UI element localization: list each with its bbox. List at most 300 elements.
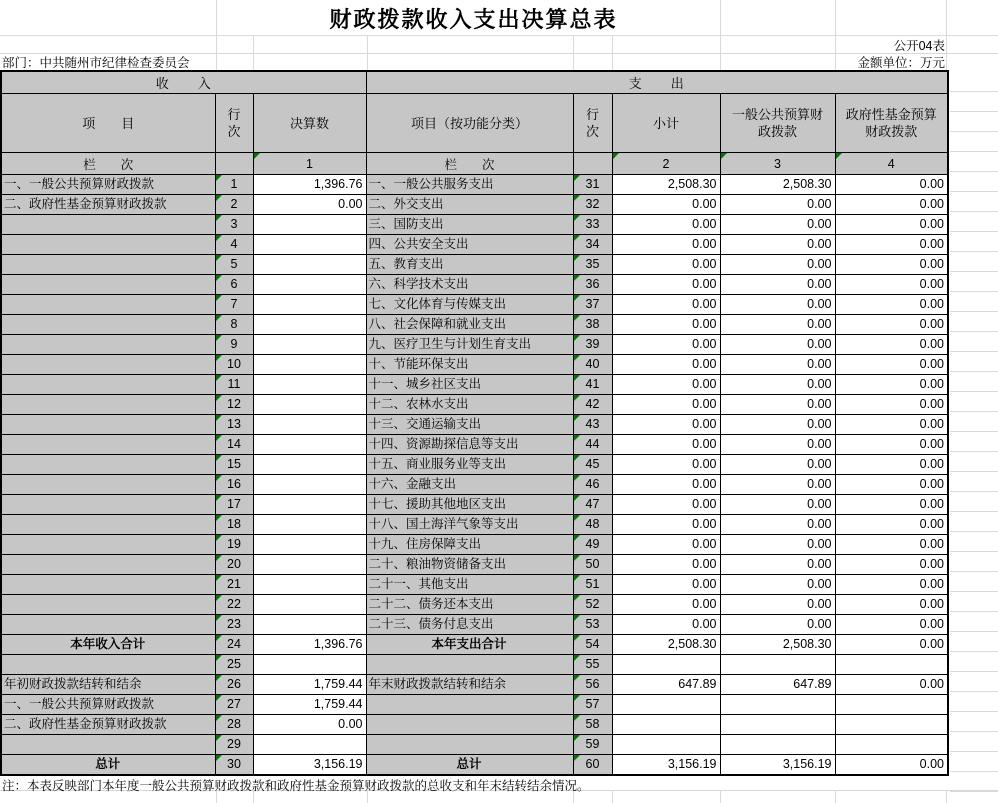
cell-income-rowno[interactable]: 3 bbox=[215, 215, 253, 235]
cell-expense-rowno[interactable]: 39 bbox=[573, 335, 612, 355]
cell-expense-item[interactable]: 本年支出合计 bbox=[366, 635, 573, 655]
cell-expense-rowno[interactable]: 60 bbox=[573, 755, 612, 776]
cell-expense-item[interactable]: 年末财政拨款结转和结余 bbox=[366, 675, 573, 695]
cell-income-rowno[interactable]: 27 bbox=[215, 695, 253, 715]
cell-income-rowno[interactable]: 9 bbox=[215, 335, 253, 355]
cell-income-rowno[interactable]: 6 bbox=[215, 275, 253, 295]
lanci-income-rowno-blank[interactable] bbox=[215, 153, 253, 175]
cell-income-rowno[interactable]: 5 bbox=[215, 255, 253, 275]
cell-general-value[interactable]: 647.89 bbox=[720, 675, 835, 695]
table-note: 注：本表反映部门本年度一般公共预算财政拨款和政府性基金预算财政拨款的总收支和年末结转结余情况。 bbox=[2, 779, 590, 793]
cell-income-item[interactable] bbox=[1, 475, 215, 495]
cell-income-rowno[interactable]: 28 bbox=[215, 715, 253, 735]
gridline bbox=[253, 35, 254, 70]
table-row bbox=[1, 315, 948, 335]
cell-income-item[interactable] bbox=[1, 295, 215, 315]
table-row bbox=[1, 535, 948, 555]
cell-income-rowno[interactable]: 4 bbox=[215, 235, 253, 255]
cell-income-item[interactable] bbox=[1, 435, 215, 455]
cell-expense-rowno[interactable]: 52 bbox=[573, 595, 612, 615]
cell-fund-value[interactable]: 0.00 bbox=[835, 495, 948, 515]
cell-expense-rowno[interactable]: 33 bbox=[573, 215, 612, 235]
cell-expense-item[interactable]: 二十一、其他支出 bbox=[366, 575, 573, 595]
cell-fund-value[interactable]: 0.00 bbox=[835, 475, 948, 495]
cell-expense-item[interactable]: 十六、金融支出 bbox=[366, 475, 573, 495]
cell-expense-item[interactable]: 十八、国土海洋气象等支出 bbox=[366, 515, 573, 535]
cell-income-item[interactable]: 一、一般公共预算财政拨款 bbox=[1, 175, 215, 195]
cell-subtotal-value[interactable]: 3,156.19 bbox=[612, 755, 720, 776]
cell-income-rowno[interactable]: 10 bbox=[215, 355, 253, 375]
cell-income-item[interactable]: 二、政府性基金预算财政拨款 bbox=[1, 715, 215, 735]
col-header-income-item[interactable]: 项 目 bbox=[1, 94, 215, 153]
lanci-income-label[interactable]: 栏 次 bbox=[1, 153, 215, 175]
right-margin-gridlines bbox=[950, 72, 998, 798]
cell-subtotal-value[interactable]: 0.00 bbox=[612, 315, 720, 335]
cell-fund-value[interactable] bbox=[835, 655, 948, 675]
cell-general-value[interactable] bbox=[720, 655, 835, 675]
cell-income-value[interactable] bbox=[253, 655, 366, 675]
cell-expense-item[interactable]: 七、文化体育与传媒支出 bbox=[366, 295, 573, 315]
lanci-col-3[interactable]: 3 bbox=[720, 153, 835, 175]
cell-expense-item[interactable]: 二十、粮油物资储备支出 bbox=[366, 555, 573, 575]
cell-subtotal-value[interactable] bbox=[612, 695, 720, 715]
gridline bbox=[573, 35, 574, 70]
cell-income-value[interactable]: 1,396.76 bbox=[253, 635, 366, 655]
lanci-col-2[interactable]: 2 bbox=[612, 153, 720, 175]
table-row bbox=[1, 175, 948, 195]
cell-income-item[interactable] bbox=[1, 375, 215, 395]
cell-income-item[interactable] bbox=[1, 615, 215, 635]
cell-expense-rowno[interactable]: 43 bbox=[573, 415, 612, 435]
cell-expense-item[interactable]: 十三、交通运输支出 bbox=[366, 415, 573, 435]
cell-income-value[interactable] bbox=[253, 475, 366, 495]
cell-general-value[interactable]: 0.00 bbox=[720, 375, 835, 395]
cell-fund-value[interactable]: 0.00 bbox=[835, 615, 948, 635]
cell-income-value[interactable] bbox=[253, 595, 366, 615]
cell-income-item[interactable]: 本年收入合计 bbox=[1, 635, 215, 655]
cell-income-value[interactable] bbox=[253, 735, 366, 755]
cell-general-value[interactable]: 0.00 bbox=[720, 515, 835, 535]
cell-income-item[interactable] bbox=[1, 515, 215, 535]
cell-subtotal-value[interactable]: 0.00 bbox=[612, 415, 720, 435]
cell-expense-rowno[interactable]: 42 bbox=[573, 395, 612, 415]
cell-income-item[interactable] bbox=[1, 395, 215, 415]
cell-expense-rowno[interactable]: 37 bbox=[573, 295, 612, 315]
table-row bbox=[1, 655, 948, 675]
cell-income-item[interactable] bbox=[1, 215, 215, 235]
gridline bbox=[367, 35, 368, 70]
cell-income-item[interactable] bbox=[1, 315, 215, 335]
col-header-income-rowno[interactable]: 行次 bbox=[215, 94, 253, 153]
table-row bbox=[1, 295, 948, 315]
cell-income-rowno[interactable]: 16 bbox=[215, 475, 253, 495]
cell-income-rowno[interactable]: 11 bbox=[215, 375, 253, 395]
cell-income-rowno[interactable]: 25 bbox=[215, 655, 253, 675]
cell-income-value[interactable] bbox=[253, 395, 366, 415]
col-header-general-budget[interactable]: 一般公共预算财政拨款 bbox=[720, 94, 835, 153]
cell-income-rowno[interactable]: 14 bbox=[215, 435, 253, 455]
cell-subtotal-value[interactable]: 0.00 bbox=[612, 515, 720, 535]
gridline bbox=[612, 35, 613, 70]
cell-expense-rowno[interactable]: 51 bbox=[573, 575, 612, 595]
cell-fund-value[interactable]: 0.00 bbox=[835, 595, 948, 615]
cell-income-item[interactable] bbox=[1, 495, 215, 515]
cell-income-item[interactable] bbox=[1, 355, 215, 375]
table-row bbox=[1, 395, 948, 415]
cell-income-item[interactable]: 二、政府性基金预算财政拨款 bbox=[1, 195, 215, 215]
cell-subtotal-value[interactable]: 0.00 bbox=[612, 195, 720, 215]
cell-subtotal-value[interactable] bbox=[612, 655, 720, 675]
cell-expense-rowno[interactable]: 41 bbox=[573, 375, 612, 395]
cell-subtotal-value[interactable]: 0.00 bbox=[612, 235, 720, 255]
cell-expense-rowno[interactable]: 46 bbox=[573, 475, 612, 495]
gridline bbox=[835, 791, 836, 803]
lanci-expense-label[interactable]: 栏 次 bbox=[366, 153, 573, 175]
cell-expense-item[interactable] bbox=[366, 655, 573, 675]
table-row bbox=[1, 735, 948, 755]
cell-general-value[interactable]: 3,156.19 bbox=[720, 755, 835, 776]
table-row bbox=[1, 475, 948, 495]
cell-income-value[interactable] bbox=[253, 315, 366, 335]
cell-general-value[interactable] bbox=[720, 715, 835, 735]
cell-income-rowno[interactable]: 1 bbox=[215, 175, 253, 195]
cell-expense-rowno[interactable]: 45 bbox=[573, 455, 612, 475]
cell-income-rowno[interactable]: 15 bbox=[215, 455, 253, 475]
cell-subtotal-value[interactable]: 2,508.30 bbox=[612, 635, 720, 655]
cell-general-value[interactable]: 0.00 bbox=[720, 355, 835, 375]
cell-general-value[interactable]: 0.00 bbox=[720, 195, 835, 215]
cell-fund-value[interactable]: 0.00 bbox=[835, 255, 948, 275]
cell-fund-value[interactable]: 0.00 bbox=[835, 755, 948, 776]
table-row bbox=[1, 255, 948, 275]
cell-subtotal-value[interactable]: 0.00 bbox=[612, 335, 720, 355]
table-row bbox=[1, 695, 948, 715]
cell-income-value[interactable] bbox=[253, 335, 366, 355]
cell-income-value[interactable] bbox=[253, 455, 366, 475]
cell-income-value[interactable] bbox=[253, 435, 366, 455]
cell-expense-rowno[interactable]: 38 bbox=[573, 315, 612, 335]
cell-income-item[interactable] bbox=[1, 455, 215, 475]
sheet-number: 公开04表 bbox=[893, 39, 945, 53]
table-row bbox=[1, 575, 948, 595]
cell-subtotal-value[interactable] bbox=[612, 735, 720, 755]
cell-general-value[interactable]: 0.00 bbox=[720, 395, 835, 415]
cell-income-value[interactable] bbox=[253, 275, 366, 295]
table-row bbox=[1, 715, 948, 735]
cell-subtotal-value[interactable]: 0.00 bbox=[612, 555, 720, 575]
cell-fund-value[interactable]: 0.00 bbox=[835, 535, 948, 555]
cell-expense-rowno[interactable]: 47 bbox=[573, 495, 612, 515]
cell-subtotal-value[interactable]: 2,508.30 bbox=[612, 175, 720, 195]
cell-expense-item[interactable]: 十四、资源勘探信息等支出 bbox=[366, 435, 573, 455]
cell-subtotal-value[interactable]: 0.00 bbox=[612, 455, 720, 475]
cell-subtotal-value[interactable]: 0.00 bbox=[612, 275, 720, 295]
cell-general-value[interactable]: 0.00 bbox=[720, 555, 835, 575]
cell-income-value[interactable] bbox=[253, 575, 366, 595]
table-row bbox=[1, 515, 948, 535]
cell-subtotal-value[interactable]: 0.00 bbox=[612, 295, 720, 315]
col-header-gov-fund[interactable]: 政府性基金预算财政拨款 bbox=[835, 94, 948, 153]
expense-section-header[interactable]: 支 出 bbox=[366, 71, 948, 94]
cell-general-value[interactable]: 0.00 bbox=[720, 335, 835, 355]
cell-income-value[interactable] bbox=[253, 255, 366, 275]
cell-income-item[interactable] bbox=[1, 335, 215, 355]
cell-expense-rowno[interactable]: 58 bbox=[573, 715, 612, 735]
cell-income-rowno[interactable]: 7 bbox=[215, 295, 253, 315]
cell-income-value[interactable] bbox=[253, 415, 366, 435]
cell-expense-item[interactable]: 十九、住房保障支出 bbox=[366, 535, 573, 555]
cell-general-value[interactable]: 0.00 bbox=[720, 435, 835, 455]
cell-expense-rowno[interactable]: 59 bbox=[573, 735, 612, 755]
cell-income-value[interactable]: 1,396.76 bbox=[253, 175, 366, 195]
cell-fund-value[interactable]: 0.00 bbox=[835, 435, 948, 455]
cell-subtotal-value[interactable]: 0.00 bbox=[612, 475, 720, 495]
cell-general-value[interactable]: 2,508.30 bbox=[720, 175, 835, 195]
table-row bbox=[1, 595, 948, 615]
cell-fund-value[interactable]: 0.00 bbox=[835, 215, 948, 235]
cell-expense-item[interactable] bbox=[366, 735, 573, 755]
cell-income-item[interactable]: 年初财政拨款结转和结余 bbox=[1, 675, 215, 695]
lanci-col-4[interactable]: 4 bbox=[835, 153, 948, 175]
cell-income-value[interactable] bbox=[253, 535, 366, 555]
cell-subtotal-value[interactable]: 0.00 bbox=[612, 355, 720, 375]
cell-fund-value[interactable]: 0.00 bbox=[835, 635, 948, 655]
cell-general-value[interactable] bbox=[720, 735, 835, 755]
cell-subtotal-value[interactable]: 0.00 bbox=[612, 375, 720, 395]
cell-fund-value[interactable]: 0.00 bbox=[835, 675, 948, 695]
col-header-final-amount[interactable]: 决算数 bbox=[253, 94, 366, 153]
cell-fund-value[interactable]: 0.00 bbox=[835, 315, 948, 335]
cell-income-value[interactable] bbox=[253, 515, 366, 535]
cell-expense-item[interactable] bbox=[366, 715, 573, 735]
cell-expense-rowno[interactable]: 34 bbox=[573, 235, 612, 255]
cell-income-item[interactable] bbox=[1, 655, 215, 675]
cell-income-item[interactable] bbox=[1, 535, 215, 555]
cell-general-value[interactable]: 0.00 bbox=[720, 275, 835, 295]
table-row bbox=[1, 275, 948, 295]
cell-expense-item[interactable]: 一、一般公共服务支出 bbox=[366, 175, 573, 195]
cell-subtotal-value[interactable]: 0.00 bbox=[612, 215, 720, 235]
cell-income-value[interactable] bbox=[253, 355, 366, 375]
cell-income-rowno[interactable]: 8 bbox=[215, 315, 253, 335]
cell-general-value[interactable]: 0.00 bbox=[720, 575, 835, 595]
table-row bbox=[1, 215, 948, 235]
cell-income-rowno[interactable]: 29 bbox=[215, 735, 253, 755]
cell-general-value[interactable] bbox=[720, 695, 835, 715]
cell-fund-value[interactable]: 0.00 bbox=[835, 455, 948, 475]
cell-income-rowno[interactable]: 13 bbox=[215, 415, 253, 435]
column-header-row bbox=[1, 94, 948, 153]
cell-income-value[interactable] bbox=[253, 375, 366, 395]
cell-general-value[interactable]: 0.00 bbox=[720, 535, 835, 555]
cell-income-rowno[interactable]: 23 bbox=[215, 615, 253, 635]
table-row bbox=[1, 375, 948, 395]
cell-income-rowno[interactable]: 12 bbox=[215, 395, 253, 415]
cell-fund-value[interactable]: 0.00 bbox=[835, 575, 948, 595]
cell-expense-rowno[interactable]: 49 bbox=[573, 535, 612, 555]
cell-income-item[interactable] bbox=[1, 595, 215, 615]
cell-expense-rowno[interactable]: 50 bbox=[573, 555, 612, 575]
cell-expense-rowno[interactable]: 35 bbox=[573, 255, 612, 275]
table-row bbox=[1, 495, 948, 515]
cell-income-item[interactable] bbox=[1, 275, 215, 295]
col-header-expense-item[interactable]: 项目（按功能分类） bbox=[366, 94, 573, 153]
cell-income-item[interactable] bbox=[1, 575, 215, 595]
cell-subtotal-value[interactable]: 0.00 bbox=[612, 575, 720, 595]
cell-general-value[interactable]: 0.00 bbox=[720, 235, 835, 255]
table-row bbox=[1, 755, 948, 776]
cell-income-rowno[interactable]: 21 bbox=[215, 575, 253, 595]
cell-general-value[interactable]: 0.00 bbox=[720, 255, 835, 275]
cell-general-value[interactable]: 0.00 bbox=[720, 595, 835, 615]
cell-income-item[interactable]: 总计 bbox=[1, 755, 215, 776]
cell-fund-value[interactable]: 0.00 bbox=[835, 175, 948, 195]
cell-expense-rowno[interactable]: 54 bbox=[573, 635, 612, 655]
table-row bbox=[1, 195, 948, 215]
table-row bbox=[1, 415, 948, 435]
cell-income-item[interactable] bbox=[1, 415, 215, 435]
department-label: 部门：中共随州市纪律检查委员会 bbox=[2, 56, 190, 70]
cell-general-value[interactable]: 0.00 bbox=[720, 615, 835, 635]
cell-general-value[interactable]: 0.00 bbox=[720, 415, 835, 435]
cell-fund-value[interactable] bbox=[835, 715, 948, 735]
cell-general-value[interactable]: 0.00 bbox=[720, 295, 835, 315]
cell-expense-rowno[interactable]: 55 bbox=[573, 655, 612, 675]
cell-expense-rowno[interactable]: 53 bbox=[573, 615, 612, 635]
cell-expense-item[interactable]: 二、外交支出 bbox=[366, 195, 573, 215]
cell-expense-rowno[interactable]: 32 bbox=[573, 195, 612, 215]
cell-subtotal-value[interactable]: 0.00 bbox=[612, 395, 720, 415]
cell-expense-rowno[interactable]: 56 bbox=[573, 675, 612, 695]
cell-expense-item[interactable]: 二十三、债务付息支出 bbox=[366, 615, 573, 635]
gridline bbox=[720, 791, 721, 803]
cell-expense-item[interactable]: 六、科学技术支出 bbox=[366, 275, 573, 295]
cell-income-value[interactable]: 3,156.19 bbox=[253, 755, 366, 776]
cell-income-rowno[interactable]: 2 bbox=[215, 195, 253, 215]
col-header-expense-rowno[interactable]: 行次 bbox=[573, 94, 612, 153]
cell-fund-value[interactable]: 0.00 bbox=[835, 555, 948, 575]
table-row bbox=[1, 355, 948, 375]
cell-income-rowno[interactable]: 19 bbox=[215, 535, 253, 555]
cell-income-item[interactable] bbox=[1, 735, 215, 755]
cell-income-value[interactable] bbox=[253, 235, 366, 255]
cell-income-value[interactable]: 1,759.44 bbox=[253, 695, 366, 715]
cell-subtotal-value[interactable]: 647.89 bbox=[612, 675, 720, 695]
cell-income-rowno[interactable]: 22 bbox=[215, 595, 253, 615]
cell-income-rowno[interactable]: 18 bbox=[215, 515, 253, 535]
cell-income-value[interactable]: 1,759.44 bbox=[253, 675, 366, 695]
cell-income-rowno[interactable]: 30 bbox=[215, 755, 253, 776]
lanci-expense-rowno-blank[interactable] bbox=[573, 153, 612, 175]
cell-subtotal-value[interactable] bbox=[612, 715, 720, 735]
cell-fund-value[interactable]: 0.00 bbox=[835, 355, 948, 375]
cell-expense-item[interactable]: 五、教育支出 bbox=[366, 255, 573, 275]
cell-fund-value[interactable]: 0.00 bbox=[835, 515, 948, 535]
table-row bbox=[1, 435, 948, 455]
cell-expense-rowno[interactable]: 44 bbox=[573, 435, 612, 455]
cell-fund-value[interactable] bbox=[835, 695, 948, 715]
cell-expense-item[interactable]: 二十二、债务还本支出 bbox=[366, 595, 573, 615]
cell-expense-item[interactable]: 四、公共安全支出 bbox=[366, 235, 573, 255]
cell-expense-rowno[interactable]: 31 bbox=[573, 175, 612, 195]
cell-expense-item[interactable]: 十、节能环保支出 bbox=[366, 355, 573, 375]
cell-income-value[interactable] bbox=[253, 555, 366, 575]
cell-general-value[interactable]: 2,508.30 bbox=[720, 635, 835, 655]
cell-income-rowno[interactable]: 26 bbox=[215, 675, 253, 695]
cell-income-value[interactable]: 0.00 bbox=[253, 715, 366, 735]
cell-subtotal-value[interactable]: 0.00 bbox=[612, 255, 720, 275]
cell-income-rowno[interactable]: 20 bbox=[215, 555, 253, 575]
table-row bbox=[1, 555, 948, 575]
column-number-row bbox=[1, 153, 948, 175]
cell-expense-rowno[interactable]: 57 bbox=[573, 695, 612, 715]
cell-general-value[interactable]: 0.00 bbox=[720, 215, 835, 235]
cell-expense-rowno[interactable]: 48 bbox=[573, 515, 612, 535]
cell-income-item[interactable] bbox=[1, 555, 215, 575]
col-header-subtotal[interactable]: 小计 bbox=[612, 94, 720, 153]
cell-expense-item[interactable]: 十五、商业服务业等支出 bbox=[366, 455, 573, 475]
cell-expense-item[interactable]: 十七、援助其他地区支出 bbox=[366, 495, 573, 515]
cell-expense-rowno[interactable]: 36 bbox=[573, 275, 612, 295]
cell-income-item[interactable] bbox=[1, 235, 215, 255]
cell-fund-value[interactable]: 0.00 bbox=[835, 275, 948, 295]
cell-expense-item[interactable]: 十二、农林水支出 bbox=[366, 395, 573, 415]
cell-income-value[interactable] bbox=[253, 495, 366, 515]
cell-fund-value[interactable]: 0.00 bbox=[835, 375, 948, 395]
cell-subtotal-value[interactable]: 0.00 bbox=[612, 495, 720, 515]
cell-fund-value[interactable]: 0.00 bbox=[835, 295, 948, 315]
cell-income-item[interactable] bbox=[1, 255, 215, 275]
cell-income-rowno[interactable]: 24 bbox=[215, 635, 253, 655]
cell-fund-value[interactable]: 0.00 bbox=[835, 415, 948, 435]
cell-expense-rowno[interactable]: 40 bbox=[573, 355, 612, 375]
cell-general-value[interactable]: 0.00 bbox=[720, 495, 835, 515]
cell-fund-value[interactable] bbox=[835, 735, 948, 755]
cell-fund-value[interactable]: 0.00 bbox=[835, 195, 948, 215]
cell-expense-item[interactable]: 九、医疗卫生与计划生育支出 bbox=[366, 335, 573, 355]
cell-expense-item[interactable]: 三、国防支出 bbox=[366, 215, 573, 235]
cell-income-value[interactable]: 0.00 bbox=[253, 195, 366, 215]
gridline bbox=[946, 791, 947, 803]
cell-fund-value[interactable]: 0.00 bbox=[835, 395, 948, 415]
table-row bbox=[1, 335, 948, 355]
cell-fund-value[interactable]: 0.00 bbox=[835, 335, 948, 355]
cell-subtotal-value[interactable]: 0.00 bbox=[612, 435, 720, 455]
lanci-col-1[interactable]: 1 bbox=[253, 153, 366, 175]
cell-expense-item[interactable]: 八、社会保障和就业支出 bbox=[366, 315, 573, 335]
cell-expense-item[interactable]: 十一、城乡社区支出 bbox=[366, 375, 573, 395]
table-row bbox=[1, 675, 948, 695]
cell-subtotal-value[interactable]: 0.00 bbox=[612, 535, 720, 555]
cell-general-value[interactable]: 0.00 bbox=[720, 315, 835, 335]
cell-income-value[interactable] bbox=[253, 295, 366, 315]
cell-subtotal-value[interactable]: 0.00 bbox=[612, 595, 720, 615]
cell-expense-item[interactable] bbox=[366, 695, 573, 715]
gridline bbox=[612, 791, 613, 803]
cell-general-value[interactable]: 0.00 bbox=[720, 475, 835, 495]
cell-income-rowno[interactable]: 17 bbox=[215, 495, 253, 515]
income-section-header[interactable]: 收 入 bbox=[1, 71, 366, 94]
cell-fund-value[interactable]: 0.00 bbox=[835, 235, 948, 255]
table-row bbox=[1, 615, 948, 635]
unit-label: 金额单位：万元 bbox=[857, 56, 945, 70]
cell-income-value[interactable] bbox=[253, 215, 366, 235]
cell-income-value[interactable] bbox=[253, 615, 366, 635]
cell-expense-item[interactable]: 总计 bbox=[366, 755, 573, 776]
cell-general-value[interactable]: 0.00 bbox=[720, 455, 835, 475]
cell-income-item[interactable]: 一、一般公共预算财政拨款 bbox=[1, 695, 215, 715]
cell-subtotal-value[interactable]: 0.00 bbox=[612, 615, 720, 635]
